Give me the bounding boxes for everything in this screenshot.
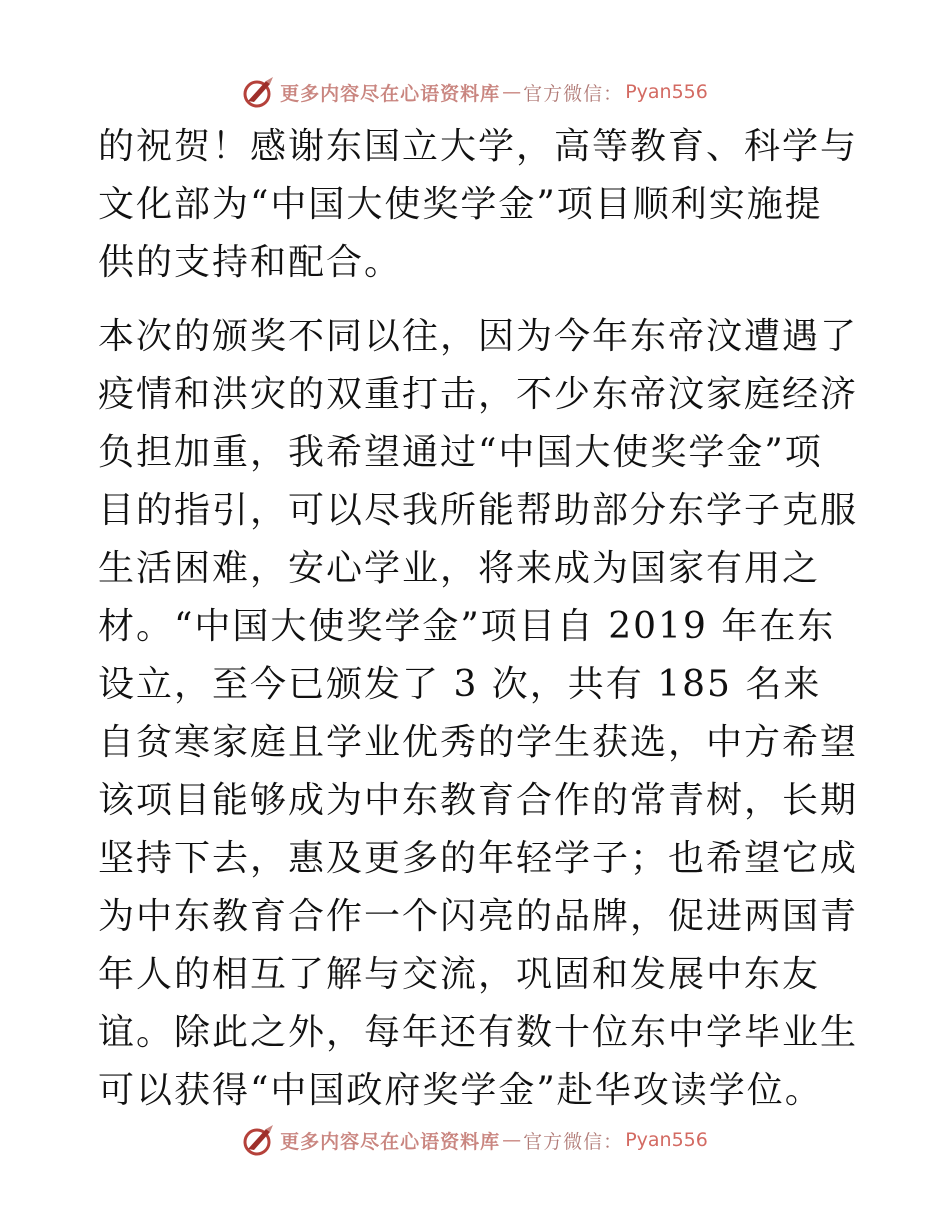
quill-logo-icon (242, 75, 276, 109)
watermark-wechat-label: 官方微信： (523, 1130, 624, 1153)
watermark-wechat-id: Pyan556 (625, 81, 708, 103)
paragraph-2: 本次的颁奖不同以往，因为今年东帝汶遭遇了疫情和洪灾的双重打击，不少东帝汶家庭经济负担加重，我希望通过“中国大使奖学金”项目的指引，可以尽我所能帮助部分东学子克服生活困难，安心学业，将来成为国家有用之材。“中国大使奖学金”项目自 2019 年在东设立，至今已颁发了 3 次，共有 185 名来自贫寒家庭且学业优秀的学生获选，中方希望该项目能够成为中东教育合作的常青树，长期坚持下去，惠及更多的年轻学子；也希望它成为中东教育合作一个闪亮的品牌，促进两国青年人的相互了解与交流，巩固和发展中东友谊。除此之外，每年还有数十位东中学毕业生可以获得“中国政府奖学金”赴华攻读学位。 (98, 316, 859, 1111)
watermark-dash: — (502, 1129, 522, 1151)
footer-watermark (0, 1120, 950, 1160)
watermark-dash: — (502, 81, 522, 103)
document-body (98, 118, 858, 1120)
watermark-main-text: 更多内容尽在心语资料库 (280, 82, 501, 105)
quill-logo-icon (242, 1123, 276, 1157)
watermark-main-text: 更多内容尽在心语资料库 (280, 1130, 501, 1153)
watermark-wechat-id: Pyan556 (625, 1129, 708, 1151)
paragraph-1: 的祝贺！感谢东国立大学，高等教育、科学与文化部为“中国大使奖学金”项目顺利实施提供的支持和配合。 (98, 126, 859, 283)
header-watermark (0, 72, 950, 112)
watermark-wechat-label: 官方微信： (523, 82, 624, 105)
